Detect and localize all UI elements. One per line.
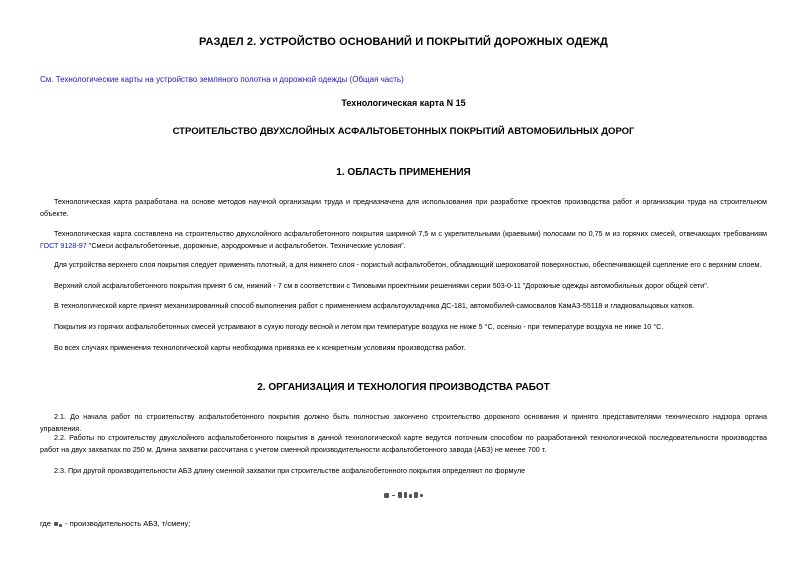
where-prefix: где: [40, 519, 51, 528]
where-text: - производительность АБЗ, т/смену;: [65, 519, 191, 528]
paragraph: 2.2. Работы по строительству двухслойного асфальтобетонного покрытия в данной технологической карте ведутся поточным способом по разработанной технологической последовательности производства работ на двух захватках по 250 м. Длина захватки рассчитана с учетом сменной производительности асфальтобетонного завода (АБЗ) не менее 700 т.: [40, 433, 767, 454]
section-1-heading: 1. ОБЛАСТЬ ПРИМЕНЕНИЯ: [336, 167, 471, 178]
paragraph: В технологической карте принят механизированный способ выполнения работ с применением асфальтоукладчика ДС-181, автомобилей-самосвалов КамАЗ-55118 и гладковальцовых катков.: [54, 301, 695, 310]
paragraph: [40, 228, 767, 252]
card-title: Технологическая карта N 15: [341, 98, 466, 108]
paragraph-text: "Смеси асфальтобетонные, дорожные, аэродромные и асфальтобетон. Технические условия".: [88, 241, 406, 250]
reference-link[interactable]: См. Технологические карты на устройство земляного полотна и дорожной одежды (Общая часть): [40, 75, 404, 84]
card-subtitle: СТРОИТЕЛЬСТВО ДВУХСЛОЙНЫХ АСФАЛЬТОБЕТОННЫХ ПОКРЫТИЙ АВТОМОБИЛЬНЫХ ДОРОГ: [172, 126, 635, 137]
formula-legend: [40, 519, 190, 528]
paragraph: Верхний слой асфальтобетонного покрытия принят 6 см, нижний - 7 см в соответствии с Типовыми проектными решениями серии 503-0-11 "Дорожные одежды автомобильных дорог общей сети".: [54, 281, 709, 290]
symbol-q-image: [53, 520, 63, 528]
paragraph: 2.3. При другой производительности АБЗ длину сменной захватки при строительстве асфальтобетонного покрытия определяют по формуле: [54, 466, 526, 475]
paragraph: Технологическая карта разработана на основе методов научной организации труда и предназначена для использования при разработке проектов производства работ и организации труда на строительном объекте.: [40, 197, 767, 218]
paragraph: Во всех случаях применения технологической карты необходима привязка ее к конкретным условиям производства работ.: [54, 343, 466, 352]
section-2-heading: 2. ОРГАНИЗАЦИЯ И ТЕХНОЛОГИЯ ПРОИЗВОДСТВА РАБОТ: [257, 382, 550, 393]
paragraph-text: Технологическая карта составлена на строительство двухслойного асфальтобетонного покрытия шириной 7,5 м с укрепительными (краевыми) полосами по 0,75 м из горячих смесей, отвечающих требованиям: [54, 229, 767, 238]
formula-image: [372, 489, 432, 501]
paragraph: 2.1. До начала работ по строительству асфальтобетонного покрытия должно быть полностью закончено строительство дорожного основания и принято представителями технического надзора органа управления.: [40, 412, 767, 433]
paragraph: Покрытия из горячих асфальтобетонных смесей устраивают в сухую погоду весной и летом при температуре воздуха не ниже 5 °С, осенью - при температуре воздуха не ниже 10 °С.: [54, 322, 664, 331]
section-title: РАЗДЕЛ 2. УСТРОЙСТВО ОСНОВАНИЙ И ПОКРЫТИЙ ДОРОЖНЫХ ОДЕЖД: [199, 36, 608, 48]
gost-link[interactable]: ГОСТ 9128-97: [40, 241, 87, 250]
paragraph: Для устройства верхнего слоя покрытия следует применять плотный, а для нижнего слоя - пористый асфальтобетон, обладающий шероховатой поверхностью, обеспечивающей сцепление его с верхним слоем.: [54, 260, 762, 269]
